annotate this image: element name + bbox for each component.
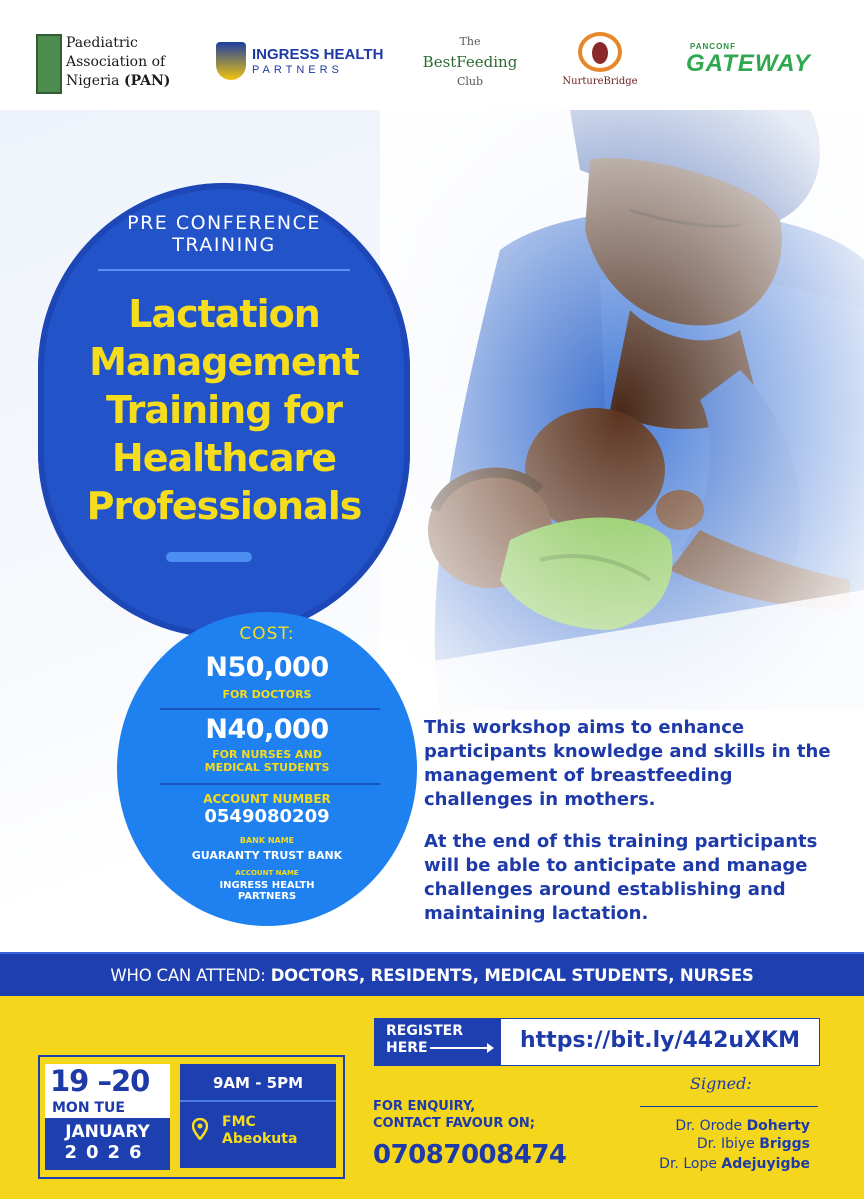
cost-divider xyxy=(160,783,380,785)
enquiry-label: FOR ENQUIRY, CONTACT FAVOUR ON; xyxy=(373,1099,535,1131)
ingress-logo-sub: PARTNERS xyxy=(252,64,343,76)
account-name-label: ACCOUNT NAME xyxy=(235,869,299,877)
signature-line xyxy=(640,1106,818,1107)
doctor-price-label: FOR DOCTORS xyxy=(222,688,312,701)
location-pin-icon xyxy=(192,1118,208,1140)
sponsor-logo-bar: Paediatric Association of Nigeria (PAN) INGRESS HEALTH PARTNERS The BestFeeding Club NurtureBridge PANCONF GATEWAY xyxy=(0,0,864,110)
nurturebridge-heart-icon xyxy=(578,32,622,72)
who-can-attend-banner xyxy=(0,952,864,996)
event-year: 2026 xyxy=(64,1142,151,1163)
pan-logo-text: Paediatric Association of Nigeria (PAN) xyxy=(66,35,171,89)
bank-name-label: BANK NAME xyxy=(239,836,295,845)
nurse-price-label: FOR NURSES AND MEDICAL STUDENTS xyxy=(204,748,330,774)
title-accent-bar xyxy=(166,552,252,562)
event-weekdays: MON TUE xyxy=(52,1100,125,1116)
account-number-label: ACCOUNT NUMBER xyxy=(203,792,331,806)
signatory-1: Dr. Orode Doherty xyxy=(675,1118,810,1134)
who-can-attend-label: WHO CAN ATTEND: xyxy=(110,966,271,985)
nurturebridge-logo: NurtureBridge xyxy=(560,32,640,87)
signatory-3: Dr. Lope Adejuyigbe xyxy=(659,1156,810,1172)
mother-breastfeeding-illustration xyxy=(380,110,864,710)
nurse-price: N40,000 xyxy=(205,714,329,745)
ingress-logo-name: INGRESS HEALTH xyxy=(252,46,384,63)
account-number: 0549080209 xyxy=(204,806,330,827)
workshop-aim-text: This workshop aims to enhance participants knowledge and skills in the management of breastfeeding challenges in mothers. xyxy=(424,717,831,810)
pre-conference-label: PRE CONFERENCE TRAINING xyxy=(127,212,321,256)
register-label: REGISTER HERE xyxy=(386,1023,464,1056)
workshop-outcome-text: At the end of this training participants will be able to anticipate and manage challenges around establishing and maintaining lactation. xyxy=(424,831,818,924)
bank-name: GUARANTY TRUST BANK xyxy=(191,849,343,862)
training-title: Lactation Management Training for Healthcare Professionals xyxy=(86,292,362,528)
doctor-price: N50,000 xyxy=(205,652,329,683)
event-venue: FMC Abeokuta xyxy=(222,1114,298,1147)
account-name: INGRESS HEALTH PARTNERS xyxy=(219,880,315,902)
cost-divider xyxy=(160,708,380,710)
time-divider xyxy=(180,1100,336,1102)
attendee-list: DOCTORS, RESIDENTS, MEDICAL STUDENTS, NURSES xyxy=(270,966,754,985)
enquiry-phone[interactable]: 07087008474 xyxy=(373,1140,567,1170)
arrow-right-icon xyxy=(430,1047,492,1049)
event-time: 9AM - 5PM xyxy=(213,1074,303,1092)
event-month: JANUARY xyxy=(65,1122,150,1142)
title-divider xyxy=(98,269,350,271)
signatory-2: Dr. Ibiye Briggs xyxy=(696,1136,810,1152)
registration-link[interactable]: https://bit.ly/442uXKM xyxy=(520,1028,800,1053)
bestfeeding-club-logo: The BestFeeding Club xyxy=(422,35,518,88)
ingress-shield-icon xyxy=(216,42,246,80)
event-days: 19 –20 xyxy=(50,1064,150,1098)
signed-label: Signed: xyxy=(690,1074,752,1093)
cost-label: COST: xyxy=(239,624,295,644)
pan-seal-icon xyxy=(36,34,62,94)
